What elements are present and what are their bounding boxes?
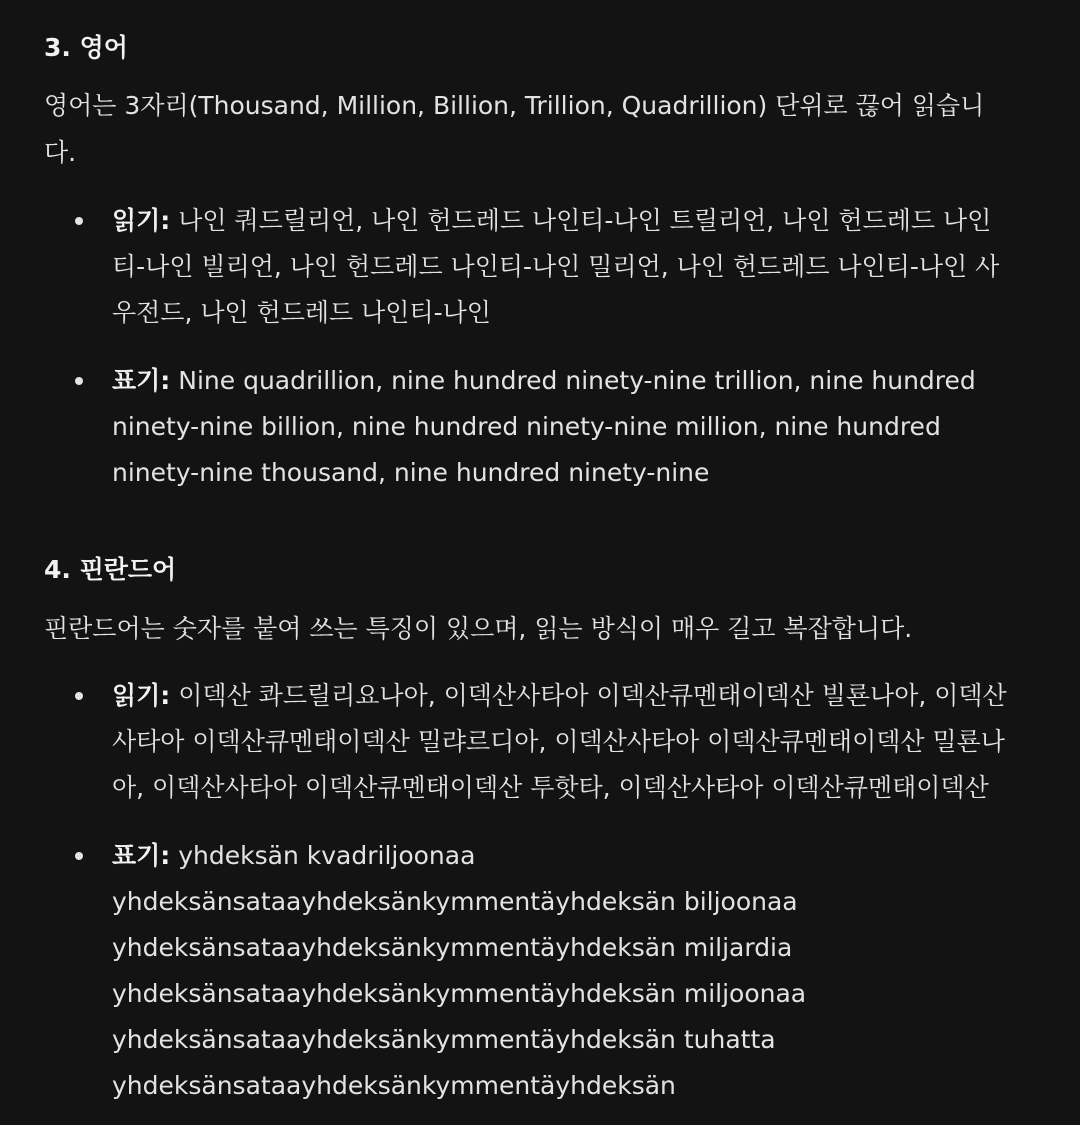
bullet-label: 표기: (112, 366, 171, 395)
section-intro-english (44, 82, 1014, 176)
intro-line: 다. (44, 138, 77, 167)
bullet-dot-icon (75, 852, 83, 860)
intro-line: 영어는 3자리(Thousand, Million, Billion, Trillion, Quadrillion) 단위로 끊어 읽습니 (44, 91, 985, 120)
bullet-text: Nine quadrillion, nine hundred ninety-nine trillion, nine hundred (178, 366, 976, 395)
bullet-text: 이덱산 콰드릴리요나아, 이덱산사타아 이덱산큐멘태이덱산 빌룐나아, 이덱산 (178, 681, 1007, 710)
bullet-label: 읽기: (112, 206, 171, 235)
list-item-finnish-notation (44, 833, 1034, 1109)
intro-line: 핀란드어는 숫자를 붙여 쓰는 특징이 있으며, 읽는 방식이 매우 길고 복잡합니다. (44, 614, 913, 643)
bullet-text: 우전드, 나인 헌드레드 나인티-나인 (112, 298, 491, 327)
bullet-text: yhdeksänsataayhdeksänkymmentäyhdeksän (112, 1071, 676, 1100)
bullet-text: 사타아 이덱산큐멘태이덱산 밀랴르디아, 이덱산사타아 이덱산큐멘태이덱산 밀룐나 (112, 727, 1005, 756)
bullet-dot-icon (75, 692, 83, 700)
bullet-dot-icon (75, 217, 83, 225)
bullet-text: yhdeksänsataayhdeksänkymmentäyhdeksän tuhatta (112, 1025, 776, 1054)
bullet-text: ninety-nine billion, nine hundred ninety-nine million, nine hundred (112, 412, 941, 441)
section-heading-finnish: 4. 핀란드어 (44, 555, 177, 584)
bullet-text: yhdeksänsataayhdeksänkymmentäyhdeksän biljoonaa (112, 887, 798, 916)
bullet-text: yhdeksänsataayhdeksänkymmentäyhdeksän miljoonaa (112, 979, 807, 1008)
list-item-finnish-reading (44, 673, 1034, 811)
bullet-label: 표기: (112, 841, 171, 870)
list-item-english-notation (44, 358, 1034, 496)
bullet-text: ninety-nine thousand, nine hundred ninety-nine (112, 458, 710, 487)
bullet-dot-icon (75, 377, 83, 385)
bullet-text: 나인 쿼드릴리언, 나인 헌드레드 나인티-나인 트릴리언, 나인 헌드레드 나인 (178, 206, 992, 235)
section-heading-english: 3. 영어 (44, 33, 128, 62)
section-intro-finnish (44, 605, 1034, 652)
list-item-english-reading (44, 198, 1034, 336)
bullet-label: 읽기: (112, 681, 171, 710)
bullet-text: yhdeksän kvadriljoonaa (178, 841, 476, 870)
bullet-text: 티-나인 빌리언, 나인 헌드레드 나인티-나인 밀리언, 나인 헌드레드 나인티-나인 사 (112, 252, 1000, 281)
bullet-text: 아, 이덱산사타아 이덱산큐멘태이덱산 투핫타, 이덱산사타아 이덱산큐멘태이덱산 (112, 773, 989, 802)
bullet-text: yhdeksänsataayhdeksänkymmentäyhdeksän miljardia (112, 933, 793, 962)
